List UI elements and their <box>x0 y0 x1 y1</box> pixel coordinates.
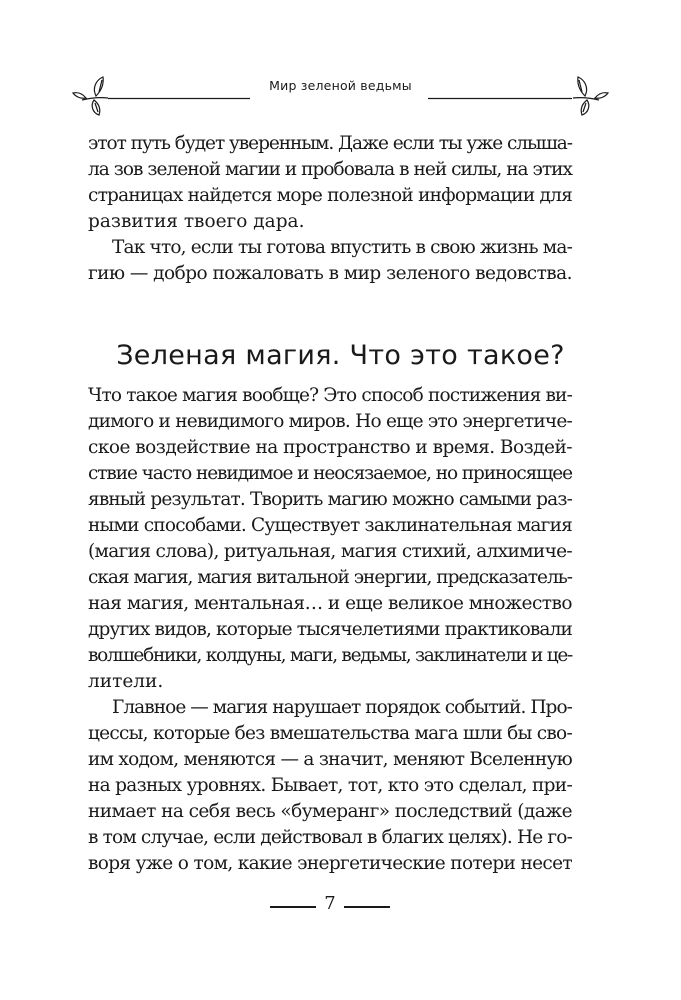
text-line: этот путь будет уверенным. Даже если ты уже слыша- <box>88 133 572 154</box>
text-line: в том случае, если действовал в благих целях). Не го- <box>88 827 572 848</box>
text-line: Так что, если ты готова впустить в свою жизнь ма- <box>112 237 572 258</box>
intro-paragraphs <box>88 131 572 287</box>
running-header-title: Мир зеленой ведьмы <box>269 78 412 93</box>
footer-rule-right <box>344 906 390 908</box>
text-line: нимает на себя весь «бумеранг» последствий (даже <box>88 801 572 822</box>
text-line: лители. <box>88 671 164 692</box>
page-number: 7 <box>324 893 336 914</box>
text-line: ствие часто невидимое и неосязаемое, но приносящее <box>88 463 572 484</box>
text-line: развития твоего дара. <box>88 211 305 232</box>
text-line: ными способами. Существует заклинательная магия <box>88 515 572 536</box>
text-line: ла зов зеленой магии и пробовала в ней силы, на этих <box>88 159 572 180</box>
text-line: других видов, которые тысячелетиями практиковали <box>88 619 572 640</box>
text-line: гию — добро пожаловать в мир зеленого ведовства. <box>88 263 572 284</box>
text-line: (магия слова), ритуальная, магия стихий, алхимиче- <box>88 541 572 562</box>
footer-rule-left <box>270 906 316 908</box>
text-line: ная магия, ментальная… и еще великое множество <box>88 593 572 614</box>
text-line: им ходом, меняются — а значит, меняют Вселенную <box>88 749 572 770</box>
section-heading: Зеленая магия. Что это такое? <box>116 340 565 371</box>
text-line: ское воздействие на пространство и время. Воздей- <box>88 437 572 458</box>
text-line: Что такое магия вообще? Это способ постижения ви- <box>88 385 572 406</box>
text-line: Главное — магия нарушает порядок событий. Про- <box>112 697 572 718</box>
text-line: цессы, которые без вмешательства мага шли бы сво- <box>88 723 572 744</box>
text-line: ская магия, магия витальной энергии, предсказатель- <box>88 567 572 588</box>
text-line: воря уже о том, какие энергетические потери несет <box>88 853 572 874</box>
text-line: волшебники, колдуны, маги, ведьмы, заклинатели и це- <box>88 645 572 666</box>
running-header <box>0 60 681 120</box>
text-line: димого и невидимого миров. Но еще это энергетиче- <box>88 411 572 432</box>
text-line: на разных уровнях. Бывает, тот, кто это сделал, при- <box>88 775 572 796</box>
text-line: страницах найдется море полезной информации для <box>88 185 572 206</box>
page-footer <box>0 892 681 922</box>
text-line: явный результат. Творить магию можно самыми раз- <box>88 489 572 510</box>
section-body <box>88 383 572 877</box>
